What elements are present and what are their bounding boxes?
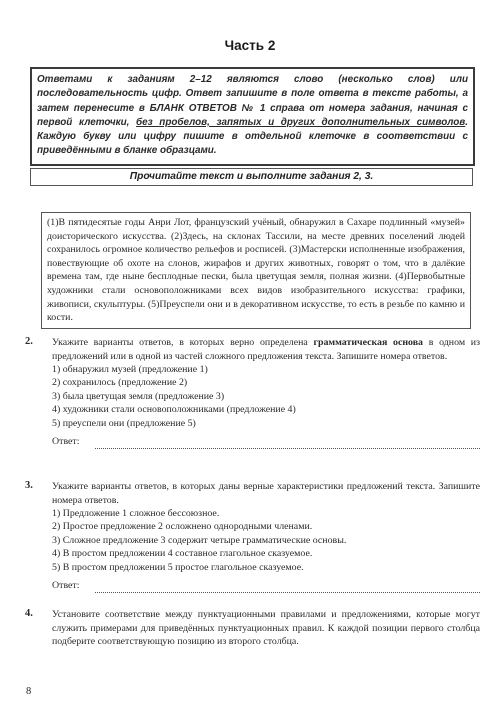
source-text-box <box>41 212 471 329</box>
source-text: (1)В пятидесятые годы Анри Лот, французский учёный, обнаружил в Сахаре подлинный «музей» доисторического искусства. (2)Здесь, на склонах Тассили, на месте древних поселений людей сохранилось огромное количество рельефов и росписей. (3)Мастерски исполненные изображения, повествующие об охоте на слонов, жирафов и других животных, говорят о том, что в далёкие времена там, где ныне бесплодные пески, была цветущая земля, полная жизни. (4)Первобытные художники стали основоположниками всех видов изобразительного искусства: графики, живописи, скульптуры. (5)Преуспели они и в декоративном искусстве, то есть в резьбе по камню и кости. <box>47 217 465 324</box>
instructions-underlined: без пробелов, запятых и других дополнительных символов <box>136 116 466 128</box>
option-item: 5) преуспели они (предложение 5) <box>52 417 196 429</box>
instructions-text-end: . Каждую букву или цифру пишите в отдельной клеточке в соответствии с приведёнными в бланке образцами. <box>37 116 468 157</box>
answer-row <box>52 436 480 452</box>
instructions-text: Ответами к заданиям 2–12 являются слово (несколько слов) или последовательность цифр. Ответ запишите в поле ответа в тексте работы, а затем перенесите в БЛАНК ОТВЕТОВ № 1 справа от номера задания, начиная с первой клеточки, <box>37 74 468 128</box>
question-emphasis: грамматическая основа <box>313 337 423 348</box>
options-list <box>52 363 480 430</box>
option-item: 1) Предложение 1 сложное бессоюзное. <box>52 508 220 519</box>
task-number: 4. <box>25 608 33 619</box>
task-2 <box>25 336 480 452</box>
instructions-box <box>30 67 475 166</box>
page-title: Часть 2 <box>224 38 276 53</box>
answer-line[interactable] <box>95 448 480 449</box>
option-item: 4) В простом предложении 4 составное глагольное сказуемое. <box>52 548 313 560</box>
answer-label: Ответ: <box>52 580 80 592</box>
option-item: 4) художники стали основоположниками (предложение 4) <box>52 404 296 416</box>
task-question <box>52 480 480 507</box>
task-number: 2. <box>25 336 33 347</box>
page-number: 8 <box>26 686 32 697</box>
task-3 <box>25 480 480 596</box>
task-4 <box>25 608 480 649</box>
option-item: 1) обнаружил музей (предложение 1) <box>52 364 208 375</box>
question-text: Установите соответствие между пунктуационными правилами и предложениями, которые могут служить примерами для приведённых пунктуационных правил. К каждой позиции первого столбца подберите соответствующую позицию из второго столбца. <box>52 609 480 647</box>
answer-line[interactable] <box>95 592 480 593</box>
option-item: 2) Простое предложение 2 осложнено однородными членами. <box>52 521 313 533</box>
task-question <box>52 608 480 649</box>
option-item: 3) Сложное предложение 3 содержит четыре грамматические основы. <box>52 534 347 546</box>
answer-row <box>52 580 480 596</box>
question-text: Укажите варианты ответов, в которых даны верные характеристики предложений текста. Запишите номера ответов. <box>52 481 480 506</box>
option-item: 3) была цветущая земля (предложение 3) <box>52 390 225 402</box>
answer-label: Ответ: <box>52 436 80 448</box>
task-number: 3. <box>25 480 33 491</box>
options-list <box>52 507 480 574</box>
option-item: 5) В простом предложении 5 простое глагольное сказуемое. <box>52 561 304 573</box>
task-question <box>52 336 480 363</box>
question-text-end: в одном из предложений или в одной из частей сложного предложения текста. Запишите номера ответов. <box>52 337 480 362</box>
question-text: Укажите варианты ответов, в которых верно определена <box>52 337 314 348</box>
read-prompt: Прочитайте текст и выполните задания 2, 3. <box>30 168 473 186</box>
option-item: 2) сохранилось (предложение 2) <box>52 377 188 389</box>
